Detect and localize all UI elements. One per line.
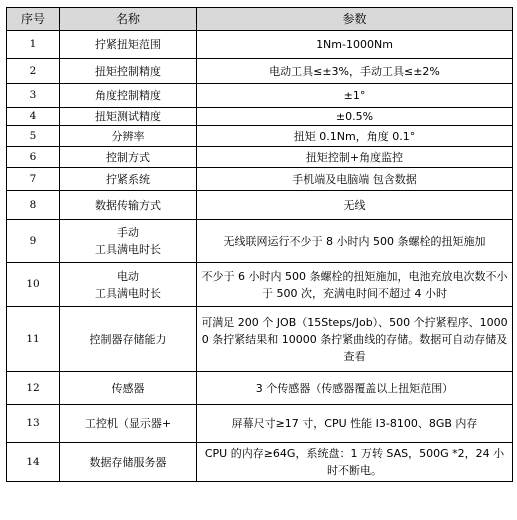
row-value: 扭矩 0.1Nm，角度 0.1° xyxy=(197,126,513,147)
row-value: CPU 的内存≥64G，系统盘：1 万转 SAS，500G *2，24 小时不断电。 xyxy=(197,443,513,482)
table-row xyxy=(7,263,513,307)
row-name: 电动 工具满电时长 xyxy=(60,263,197,307)
row-value: 可满足 200 个 JOB（15Steps/Job）、500 个拧紧程序、10000 条拧紧结果和 10000 条拧紧曲线的存储。数据可自动存储及查看 xyxy=(197,307,513,372)
table-row xyxy=(7,84,513,108)
row-name: 数据传输方式 xyxy=(60,191,197,220)
row-name: 控制方式 xyxy=(60,147,197,168)
table-row xyxy=(7,59,513,84)
row-no: 8 xyxy=(7,191,60,220)
row-no: 4 xyxy=(7,108,60,126)
table-row xyxy=(7,372,513,405)
row-no: 12 xyxy=(7,372,60,405)
row-value: 3 个传感器（传感器覆盖以上扭矩范围） xyxy=(197,372,513,405)
row-value: 不少于 6 小时内 500 条螺栓的扭矩施加，电池充放电次数不小于 500 次，充满电时间不超过 4 小时 xyxy=(197,263,513,307)
table-row xyxy=(7,147,513,168)
table-row xyxy=(7,191,513,220)
row-name: 分辨率 xyxy=(60,126,197,147)
table-header-row xyxy=(7,8,513,31)
header-name: 名称 xyxy=(60,8,197,31)
header-param: 参数 xyxy=(197,8,513,31)
table-row xyxy=(7,405,513,443)
row-name: 角度控制精度 xyxy=(60,84,197,108)
table-row xyxy=(7,220,513,263)
row-name: 工控机（显示器+ xyxy=(60,405,197,443)
row-value: 屏幕尺寸≥17 寸，CPU 性能 I3-8100、8GB 内存 xyxy=(197,405,513,443)
row-name: 手动 工具满电时长 xyxy=(60,220,197,263)
row-name: 拧紧系统 xyxy=(60,168,197,191)
header-no: 序号 xyxy=(7,8,60,31)
row-value: 无线联网运行不少于 8 小时内 500 条螺栓的扭矩施加 xyxy=(197,220,513,263)
row-name: 扭矩控制精度 xyxy=(60,59,197,84)
row-value: 手机端及电脑端 包含数据 xyxy=(197,168,513,191)
row-no: 10 xyxy=(7,263,60,307)
row-value: 扭矩控制+角度监控 xyxy=(197,147,513,168)
row-name: 传感器 xyxy=(60,372,197,405)
row-no: 1 xyxy=(7,31,60,59)
row-no: 3 xyxy=(7,84,60,108)
row-no: 6 xyxy=(7,147,60,168)
spec-table xyxy=(6,7,513,482)
row-value: ±0.5% xyxy=(197,108,513,126)
table-row xyxy=(7,307,513,372)
row-name: 数据存储服务器 xyxy=(60,443,197,482)
row-name: 控制器存储能力 xyxy=(60,307,197,372)
row-no: 11 xyxy=(7,307,60,372)
table-row xyxy=(7,168,513,191)
row-name: 拧紧扭矩范围 xyxy=(60,31,197,59)
row-name: 扭矩测试精度 xyxy=(60,108,197,126)
row-no: 7 xyxy=(7,168,60,191)
row-value: 无线 xyxy=(197,191,513,220)
table-row xyxy=(7,108,513,126)
row-value: 1Nm-1000Nm xyxy=(197,31,513,59)
table-row xyxy=(7,443,513,482)
row-no: 9 xyxy=(7,220,60,263)
row-value: 电动工具≤±3%，手动工具≤±2% xyxy=(197,59,513,84)
row-value: ±1° xyxy=(197,84,513,108)
table-row xyxy=(7,126,513,147)
row-no: 5 xyxy=(7,126,60,147)
row-no: 13 xyxy=(7,405,60,443)
row-no: 2 xyxy=(7,59,60,84)
spec-document xyxy=(6,7,513,482)
row-no: 14 xyxy=(7,443,60,482)
table-row xyxy=(7,31,513,59)
